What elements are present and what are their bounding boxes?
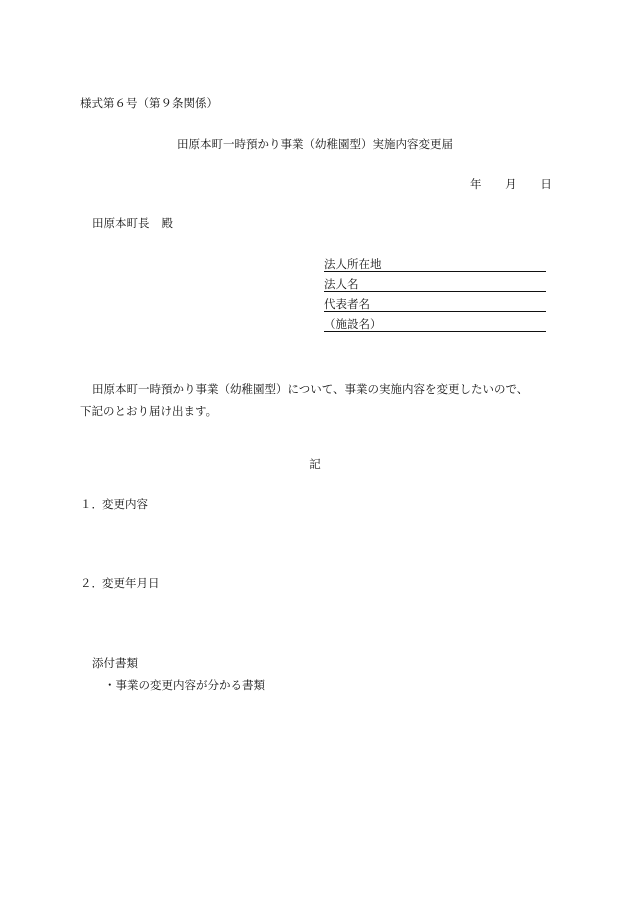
item-change-content <box>80 499 148 511</box>
date-month-label: 月 <box>505 177 517 191</box>
date-line <box>470 179 552 191</box>
representative-name-label: 代表者名 <box>324 296 370 311</box>
date-year-label: 年 <box>470 177 482 191</box>
addressee <box>92 218 173 230</box>
form-number: 様式第６号（第９条関係） <box>80 96 218 110</box>
item-label: 変更年月日 <box>102 576 160 590</box>
addressee-honorific: 殿 <box>161 216 173 230</box>
body-line-2: 下記のとおり届け出ます。 <box>80 404 218 418</box>
corporation-name-field[interactable] <box>324 277 546 292</box>
facility-name-label: （施設名） <box>324 316 382 331</box>
body-line-1: 田原本町一時預かり事業（幼稚園型）について、事業の実施内容を変更したいので、 <box>92 382 529 396</box>
attachment-item: ・事業の変更内容が分かる書類 <box>104 678 265 692</box>
corporation-name-label: 法人名 <box>324 276 359 291</box>
date-day-label: 日 <box>540 177 552 191</box>
item-label: 変更内容 <box>102 497 148 511</box>
addressee-name: 田原本町長 <box>92 216 150 230</box>
facility-name-field[interactable] <box>324 317 546 332</box>
document-title: 田原本町一時預かり事業（幼稚園型）実施内容変更届 <box>177 137 453 151</box>
item-number: ２． <box>80 576 103 590</box>
attachments-heading: 添付書類 <box>92 656 138 670</box>
representative-name-field[interactable] <box>324 297 546 312</box>
item-change-date <box>80 578 160 590</box>
corporation-address-label: 法人所在地 <box>324 256 382 271</box>
item-number: １． <box>80 497 103 511</box>
corporation-address-field[interactable] <box>324 257 546 272</box>
ki-heading: 記 <box>309 457 321 471</box>
body-paragraph <box>80 378 555 422</box>
